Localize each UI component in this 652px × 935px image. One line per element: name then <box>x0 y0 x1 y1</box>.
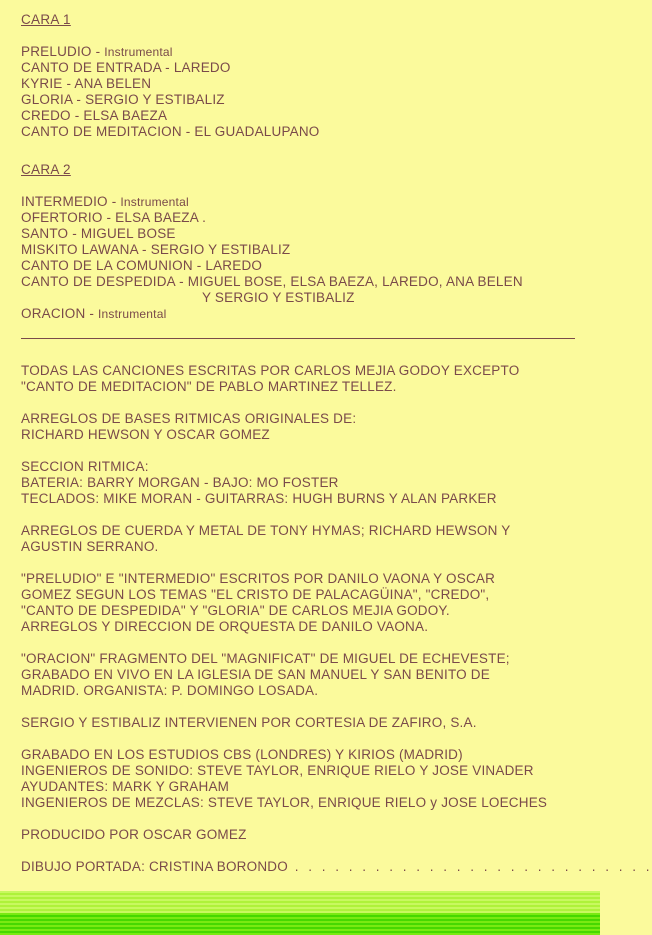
track-row <box>21 194 581 210</box>
track-performer: ELSA BAEZA . <box>115 210 207 225</box>
credit-line: "ORACION" FRAGMENTO DEL "MAGNIFICAT" DE MIGUEL DE ECHEVESTE; <box>21 651 510 666</box>
track-row <box>21 242 581 258</box>
liner-notes <box>21 12 652 891</box>
track-separator: - <box>85 306 99 321</box>
credits-paragraph <box>21 859 652 875</box>
track-separator: - <box>181 124 195 139</box>
track-row <box>21 306 581 322</box>
track-title: PRELUDIO <box>21 44 92 59</box>
track-performer: Instrumental <box>104 45 173 59</box>
credit-line: TODAS LAS CANCIONES ESCRITAS POR CARLOS MEJIA GODOY EXCEPTO <box>21 363 520 378</box>
credit-line: "PRELUDIO" E "INTERMEDIO" ESCRITOS POR DANILO VAONA Y OSCAR <box>21 571 496 586</box>
credit-line: AYUDANTES: MARK Y GRAHAM <box>21 779 230 794</box>
credits-paragraph <box>21 571 581 635</box>
track-title: MISKITO LAWANA <box>21 242 139 257</box>
credit-line: SECCION RITMICA: <box>21 459 149 474</box>
track-performer-continued: Y SERGIO Y ESTIBALIZ <box>202 290 355 305</box>
credit-line: AGUSTIN SERRANO. <box>21 539 159 554</box>
track-separator: - <box>138 242 151 257</box>
track-performer: EL GUADALUPANO <box>194 124 320 139</box>
track-title: INTERMEDIO <box>21 194 108 209</box>
track-separator: - <box>107 194 121 209</box>
credits-paragraph <box>21 747 581 811</box>
side-2-heading: CARA 2 <box>21 162 71 177</box>
credit-line: INGENIEROS DE SONIDO: STEVE TAYLOR, ENRIQUE RIELO Y JOSE VINADER <box>21 763 534 778</box>
credit-line: MADRID. ORGANISTA: P. DOMINGO LOSADA. <box>21 683 319 698</box>
track-title: SANTO <box>21 226 69 241</box>
track-separator: - <box>192 258 206 273</box>
track-title: GLORIA <box>21 92 73 107</box>
side-1-heading: CARA 1 <box>21 12 71 27</box>
track-separator: - <box>175 274 188 289</box>
track-title: ORACION <box>21 306 86 321</box>
credits-paragraph <box>21 459 581 507</box>
track-performer: Instrumental <box>120 195 189 209</box>
credit-line: TECLADOS: MIKE MORAN - GUITARRAS: HUGH BURNS Y ALAN PARKER <box>21 491 497 506</box>
leader-dots: . . . . . . . . . . . . . . . . . . . . . . . . . . . <box>287 859 652 874</box>
credits-paragraph <box>21 715 581 731</box>
credit-line: ARREGLOS DE BASES RITMICAS ORIGINALES DE: <box>21 411 357 426</box>
side-1-tracklist <box>21 44 581 140</box>
divider-rule <box>21 338 575 339</box>
track-title: OFERTORIO <box>21 210 103 225</box>
track-title: KYRIE <box>21 76 63 91</box>
track-separator: - <box>72 92 86 107</box>
credit-line: GOMEZ SEGUN LOS TEMAS "EL CRISTO DE PALACAGÜINA", "CREDO", <box>21 587 490 602</box>
track-title: CANTO DE ENTRADA <box>21 60 162 75</box>
credit-line: SERGIO Y ESTIBALIZ INTERVIENEN POR CORTESIA DE ZAFIRO, S.A. <box>21 715 477 730</box>
track-separator: - <box>102 210 116 225</box>
credit-line: DIBUJO PORTADA: CRISTINA BORONDO . . . . . . . . . . . . . . . . . . . . . . . . . . . <box>21 859 652 874</box>
credits-paragraph <box>21 411 581 443</box>
credit-line: BATERIA: BARRY MORGAN - BAJO: MO FOSTER <box>21 475 339 490</box>
track-performer: SERGIO Y ESTIBALIZ <box>150 242 291 257</box>
track-row <box>21 274 581 290</box>
track-row <box>21 210 581 226</box>
credit-line: INGENIEROS DE MEZCLAS: STEVE TAYLOR, ENRIQUE RIELO y JOSE LOECHES <box>21 795 548 810</box>
track-separator: - <box>62 76 75 91</box>
track-title: CREDO <box>21 108 71 123</box>
track-row <box>21 60 581 76</box>
track-separator: - <box>68 226 81 241</box>
credit-line: RICHARD HEWSON Y OSCAR GOMEZ <box>21 427 270 442</box>
track-title: CANTO DE MEDITACION <box>21 124 182 139</box>
track-separator: - <box>91 44 105 59</box>
credits-paragraph <box>21 363 581 395</box>
track-row <box>21 76 581 92</box>
credits-block <box>21 363 652 875</box>
track-row <box>21 108 581 124</box>
track-performer: Instrumental <box>98 307 167 321</box>
track-performer: LAREDO <box>205 258 263 273</box>
track-row <box>21 44 581 60</box>
credit-line: PRODUCIDO POR OSCAR GOMEZ <box>21 827 247 842</box>
bottom-color-band-dark <box>0 913 600 935</box>
credit-line: "CANTO DE DESPEDIDA" Y "GLORIA" DE CARLOS MEJIA GODOY. <box>21 603 450 618</box>
track-row <box>21 124 581 140</box>
track-performer: MIGUEL BOSE <box>80 226 176 241</box>
track-separator: - <box>70 108 84 123</box>
track-row <box>21 258 581 274</box>
track-performer: ANA BELEN <box>74 76 152 91</box>
track-row <box>21 92 581 108</box>
credits-paragraph <box>21 651 581 699</box>
track-performer: MIGUEL BOSE, ELSA BAEZA, LAREDO, ANA BELEN <box>187 274 523 289</box>
credit-line: ARREGLOS Y DIRECCION DE ORQUESTA DE DANILO VAONA. <box>21 619 429 634</box>
side-2-tracklist <box>21 194 581 322</box>
track-performer: LAREDO <box>173 60 231 75</box>
credit-line: ARREGLOS DE CUERDA Y METAL DE TONY HYMAS; RICHARD HEWSON Y <box>21 523 511 538</box>
track-title: CANTO DE DESPEDIDA <box>21 274 176 289</box>
track-row <box>21 226 581 242</box>
credits-paragraph <box>21 827 581 843</box>
credit-line: GRABADO EN VIVO EN LA IGLESIA DE SAN MANUEL Y SAN BENITO DE <box>21 667 490 682</box>
track-performer: ELSA BAEZA <box>83 108 168 123</box>
credit-line: "CANTO DE MEDITACION" DE PABLO MARTINEZ TELLEZ. <box>21 379 397 394</box>
track-title: CANTO DE LA COMUNION <box>21 258 193 273</box>
credits-paragraph <box>21 523 581 555</box>
track-separator: - <box>161 60 174 75</box>
credit-line: GRABADO EN LOS ESTUDIOS CBS (LONDRES) Y KIRIOS (MADRID) <box>21 747 463 762</box>
track-performer: SERGIO Y ESTIBALIZ <box>85 92 225 107</box>
